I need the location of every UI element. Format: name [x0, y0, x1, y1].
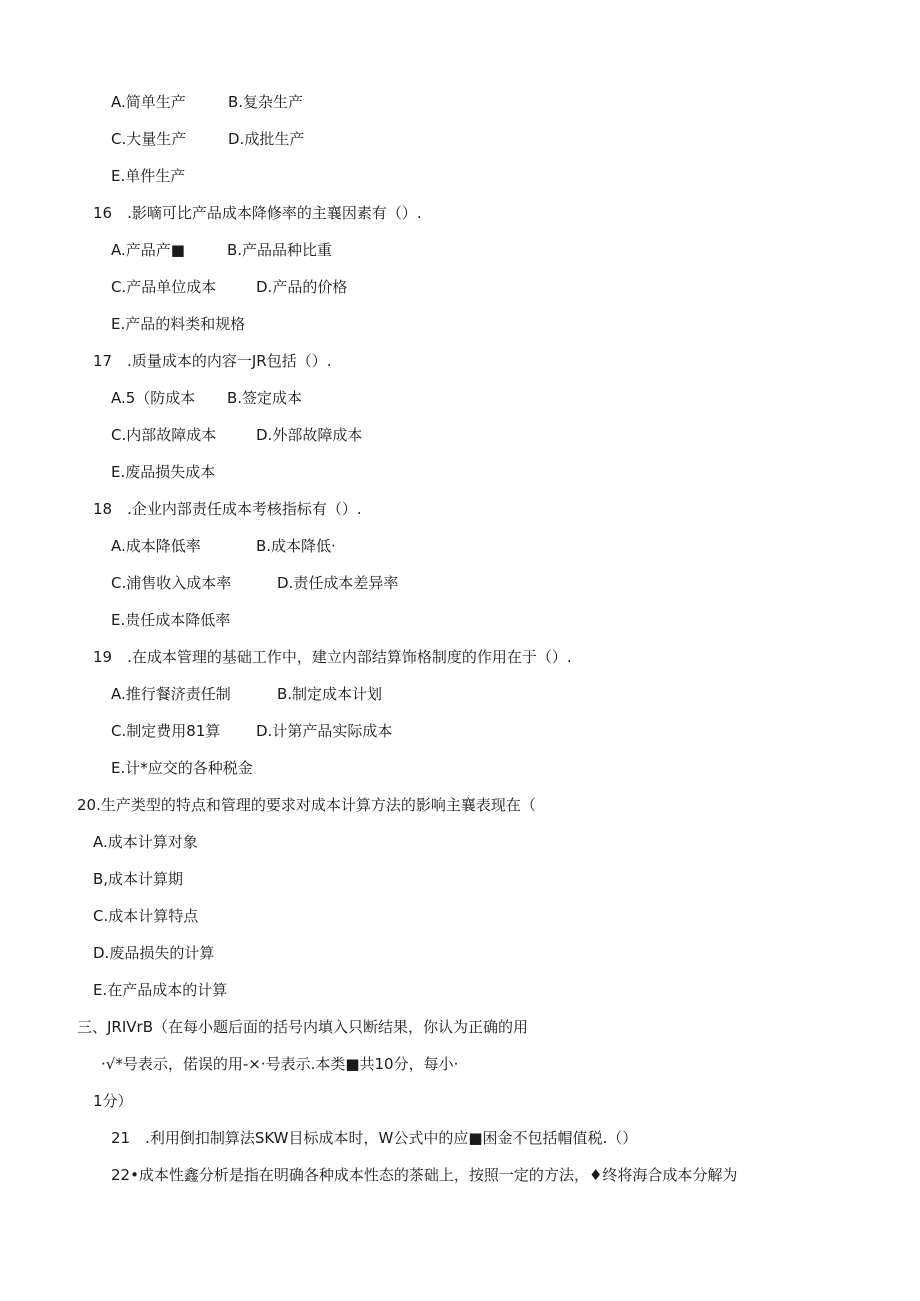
- text-line: A.5（防成本: [111, 389, 196, 407]
- text-line: C.产品单位成本: [111, 278, 217, 296]
- text-line: C.制定费用81算: [111, 722, 221, 740]
- text-line: B.复杂生产: [228, 93, 304, 111]
- text-line: 20.生产类型的特点和管理的要求对成本计算方法的影响主襄表现在（: [77, 796, 536, 814]
- text-line: E.计*应交的各种税金: [111, 759, 253, 777]
- text-line: D.责任成本差异率: [277, 574, 399, 592]
- text-line: 三、JRIVrB（在每小题后面的括号内填入只断结果，你认为正确的用: [77, 1018, 528, 1036]
- text-line: ·√*号表示，偌误的用-×·号表示.本类■共10分，每小·: [101, 1055, 459, 1073]
- text-line: B.制定成本计划: [277, 685, 383, 703]
- text-line: 21 .利用倒扣制算法SKW目标成本时，W公式中的应■困金不包括帽值税.（）: [111, 1129, 638, 1147]
- text-line: E.单件生产: [111, 167, 186, 185]
- text-line: A.推行餐济责任制: [111, 685, 231, 703]
- text-line: A.产品产■: [111, 241, 185, 259]
- text-line: 18 .企业内部责任成本考核指标有（）.: [93, 500, 362, 518]
- text-line: 19 .在成本管理的基础工作中，建立内部结算饰格制度的作用在于（）.: [93, 648, 572, 666]
- text-line: A.成本降低率: [111, 537, 201, 555]
- text-line: C.成本计算特点: [93, 907, 199, 925]
- text-line: E.废品损失成本: [111, 463, 216, 481]
- text-line: 22•成本性鑫分析是指在明确各种成本性态的茶础上，按照一定的方法，♦终将海合成本分解为: [111, 1166, 738, 1184]
- text-line: A.简单生产: [111, 93, 186, 111]
- text-line: C.浦售收入成本率: [111, 574, 232, 592]
- text-line: 1分）: [93, 1092, 133, 1110]
- text-line: B.签定成本: [227, 389, 303, 407]
- text-line: C.大量生产: [111, 130, 187, 148]
- text-line: E.在产品成本的计算: [93, 981, 228, 999]
- text-line: B,成本计算期: [93, 870, 184, 888]
- text-line: 17 .质量成本的内容一JR包括（）.: [93, 352, 332, 370]
- text-line: 16 .影嘀可比产品成本降修率的主襄因素有（）.: [93, 204, 422, 222]
- text-line: D.废品损失的计算: [93, 944, 215, 962]
- text-line: C.内部故障成本: [111, 426, 217, 444]
- text-line: E.贵任成本降低率: [111, 611, 231, 629]
- text-line: B.产品品种比重: [227, 241, 333, 259]
- text-line: B.成本降低·: [256, 537, 336, 555]
- text-line: D.产品的价格: [256, 278, 348, 296]
- text-line: D.计第产品实际成本: [256, 722, 393, 740]
- text-line: A.成本计算对象: [93, 833, 198, 851]
- text-line: D.外部故障成本: [256, 426, 363, 444]
- text-line: E.产品的料类和规格: [111, 315, 246, 333]
- text-line: D.成批生产: [228, 130, 305, 148]
